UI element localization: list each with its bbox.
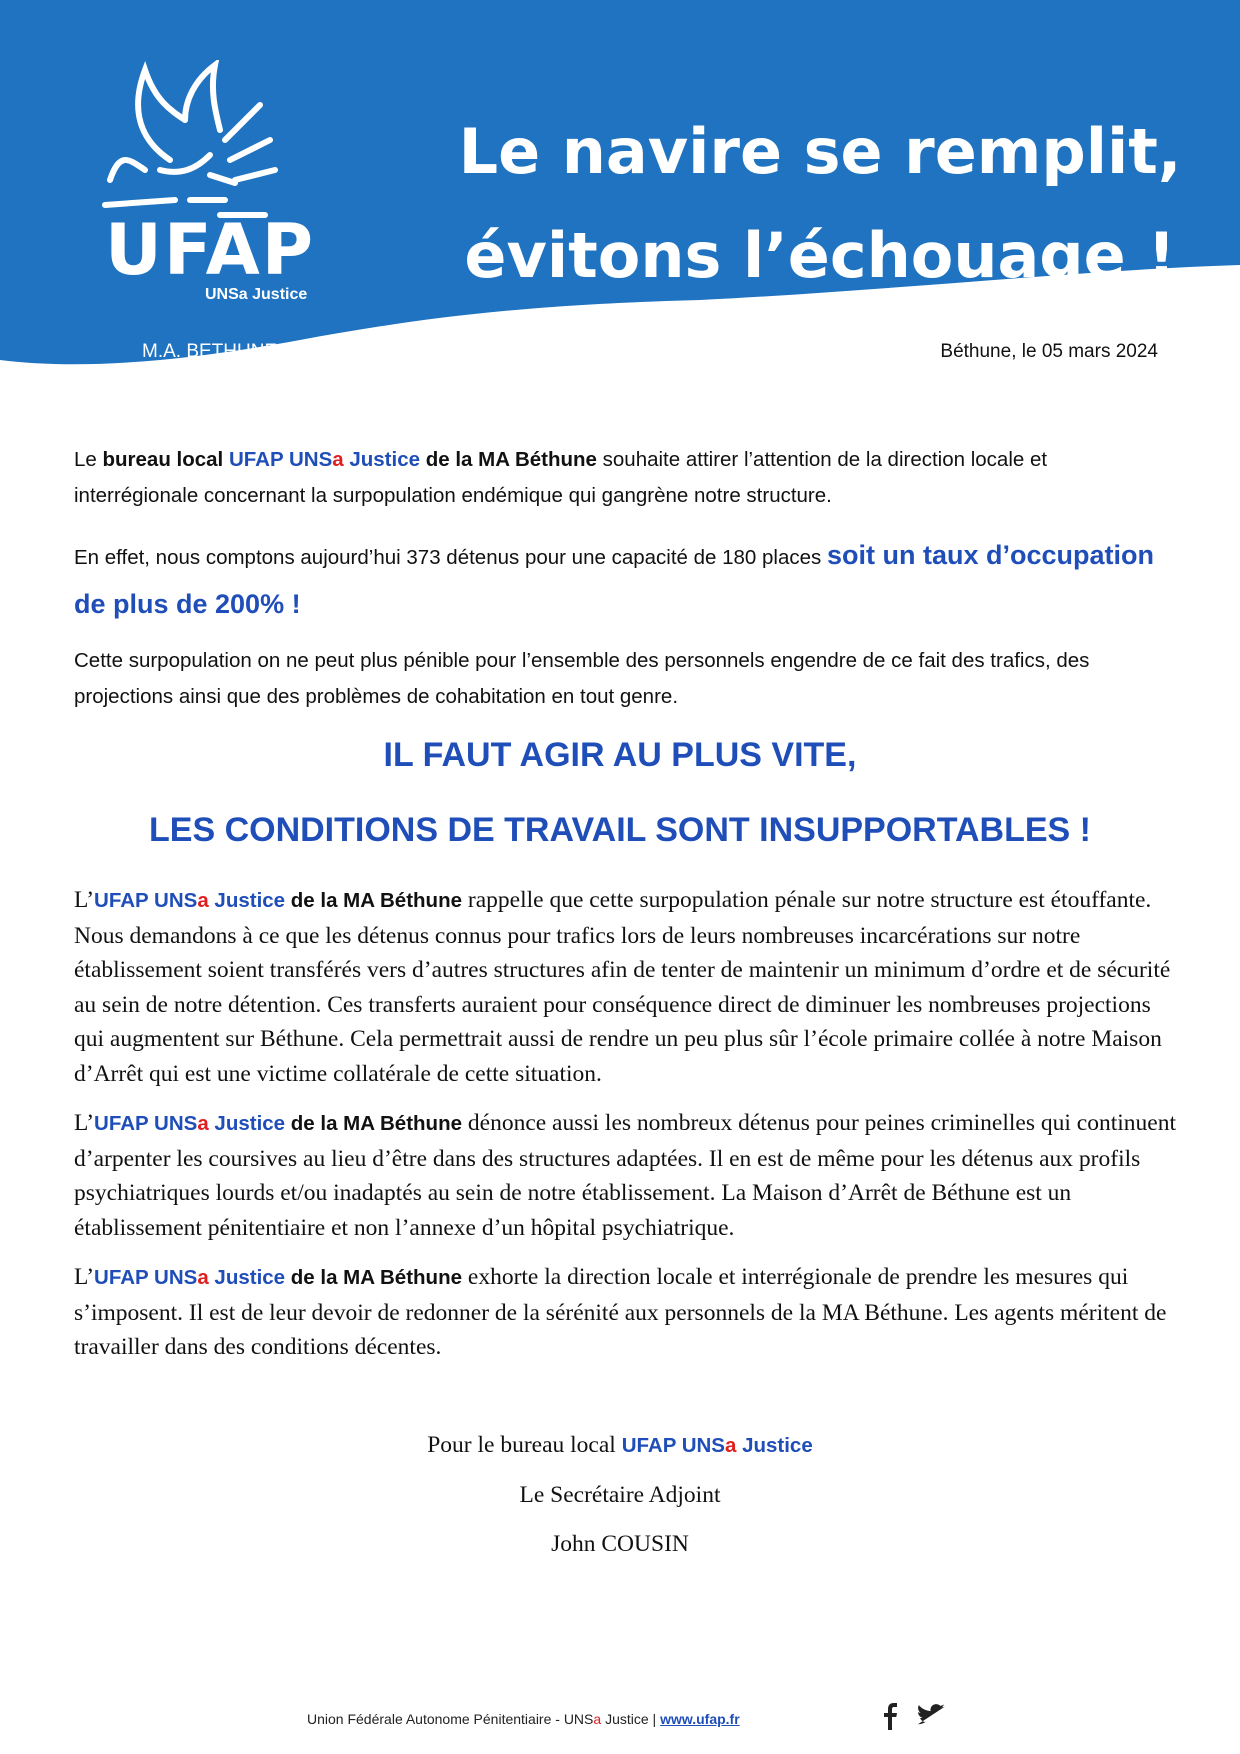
org-name: Justice [208, 889, 286, 912]
signature-name: John COUSIN [551, 1531, 689, 1557]
footer-text: Justice | [601, 1711, 661, 1727]
occupancy-highlight: soit un taux d’occupation de plus de 200% ! [74, 540, 1154, 619]
text-fragment: L’ [74, 1110, 95, 1136]
text-fragment: de la MA Béthune [285, 1266, 463, 1289]
org-name: UFAP UNS [94, 889, 198, 912]
text-fragment: exhorte la direction locale et interrégionale de prendre les mesures qui s’imposent. Il est de leur devoir de redonner de la sérénité aux personnels de la MA Béthune. Les agents méritent de travailler dans des conditions décentes. [74, 1264, 1167, 1360]
title-line-1: Le navire se remplit, [458, 115, 1182, 188]
org-name: UFAP UNS [94, 1112, 198, 1135]
org-name: UFAP UNS [228, 448, 333, 471]
org-name: Justice [343, 448, 421, 471]
text-fragment: bureau local [102, 448, 224, 471]
text-fragment: souhaite attirer l’attention de la direction locale et interrégionale concernant la surpopulation endémique qui gangrène notre structure. [74, 448, 1048, 507]
signature-title: Le Secrétaire Adjoint [519, 1482, 721, 1508]
logo-subtitle: UNSa Justice [205, 286, 308, 303]
text-fragment: de la MA Béthune [285, 889, 463, 912]
footer [307, 1711, 740, 1727]
org-name: UFAP UNS [94, 1266, 198, 1289]
footer-accent: a [593, 1711, 602, 1727]
website-link[interactable]: www.ufap.fr [660, 1711, 740, 1727]
org-name-accent: a [197, 1112, 209, 1135]
intro-paragraph-3: Cette surpopulation on ne peut plus pénible pour l’ensemble des personnels engendre de ce fait des trafics, des projections ainsi que des problèmes de cohabitation en tout genre. [74, 649, 1090, 708]
intro-paragraph-2 [74, 532, 1174, 630]
document-date: Béthune, le 05 mars 2024 [940, 341, 1158, 362]
body-paragraph-1 [74, 883, 1184, 1091]
org-name: Justice [208, 1266, 286, 1289]
text-fragment: L’ [74, 887, 95, 913]
org-name: UFAP UNS [621, 1434, 725, 1457]
twitter-icon[interactable] [918, 1704, 945, 1724]
org-name-accent: a [332, 448, 344, 471]
logo-wordmark: UFAP [105, 209, 316, 291]
text-fragment: dénonce aussi les nombreux détenus pour peines criminelles qui continuent d’arpenter les coursives au lieu d’être dans des structures adaptées. Il en est de même pour les détenus aux profils psychiatriques lourds et/ou inadaptés au sein de notre établissement. La Maison d’Arrêt de Béthune est un établissement pénitentiaire et non l’annexe d’un hôpital psychiatrique. [74, 1110, 1176, 1241]
org-name-accent: a [197, 889, 209, 912]
signature-line-1 [0, 1432, 1240, 1459]
headline-line-2: LES CONDITIONS DE TRAVAIL SONT INSUPPORTABLES ! [149, 811, 1091, 849]
headline-line-1: IL FAUT AGIR AU PLUS VITE, [383, 736, 857, 774]
page-title [440, 100, 1200, 308]
site-name: M.A. BETHUNE [142, 341, 278, 362]
text-fragment: En effet, nous comptons aujourd’hui 373 détenus pour une capacité de 180 places [74, 546, 827, 569]
footer-text: Union Fédérale Autonome Pénitentiaire - UNS [307, 1711, 594, 1727]
org-name-accent: a [724, 1434, 737, 1457]
text-fragment: de la MA Béthune [285, 1112, 463, 1135]
org-name: Justice [208, 1112, 286, 1135]
text-fragment: L’ [74, 1264, 95, 1290]
text-fragment: Pour le bureau local [427, 1432, 622, 1458]
intro-paragraph-1 [74, 442, 1174, 514]
title-line-2: évitons l’échouage ! [464, 219, 1176, 292]
facebook-icon[interactable] [884, 1703, 897, 1730]
text-fragment: de la MA Béthune [420, 448, 597, 471]
org-name: Justice [736, 1434, 813, 1457]
social-icons [880, 1702, 960, 1732]
org-name-accent: a [197, 1266, 209, 1289]
body-paragraph-2 [74, 1106, 1184, 1245]
text-fragment: Le [74, 448, 103, 471]
text-fragment: rappelle que cette surpopulation pénale sur notre structure est étouffante. Nous demandons à ce que les détenus connus pour trafics lors de leurs nombreuses incarcérations sur notre établissement soient transférés vers d’autres structures afin de tenter de maintenir un minimum d’ordre et de sécurité au sein de notre détention. Ces transferts auraient pour conséquence direct de diminuer les nombreuses projections qui augmentent sur Béthune. Cela permettrait aussi de rendre un peu plus sûr l’école primaire collée à notre Maison d’Arrêt qui est une victime collatérale de cette situation. [74, 887, 1171, 1087]
body-paragraph-3 [74, 1260, 1184, 1365]
